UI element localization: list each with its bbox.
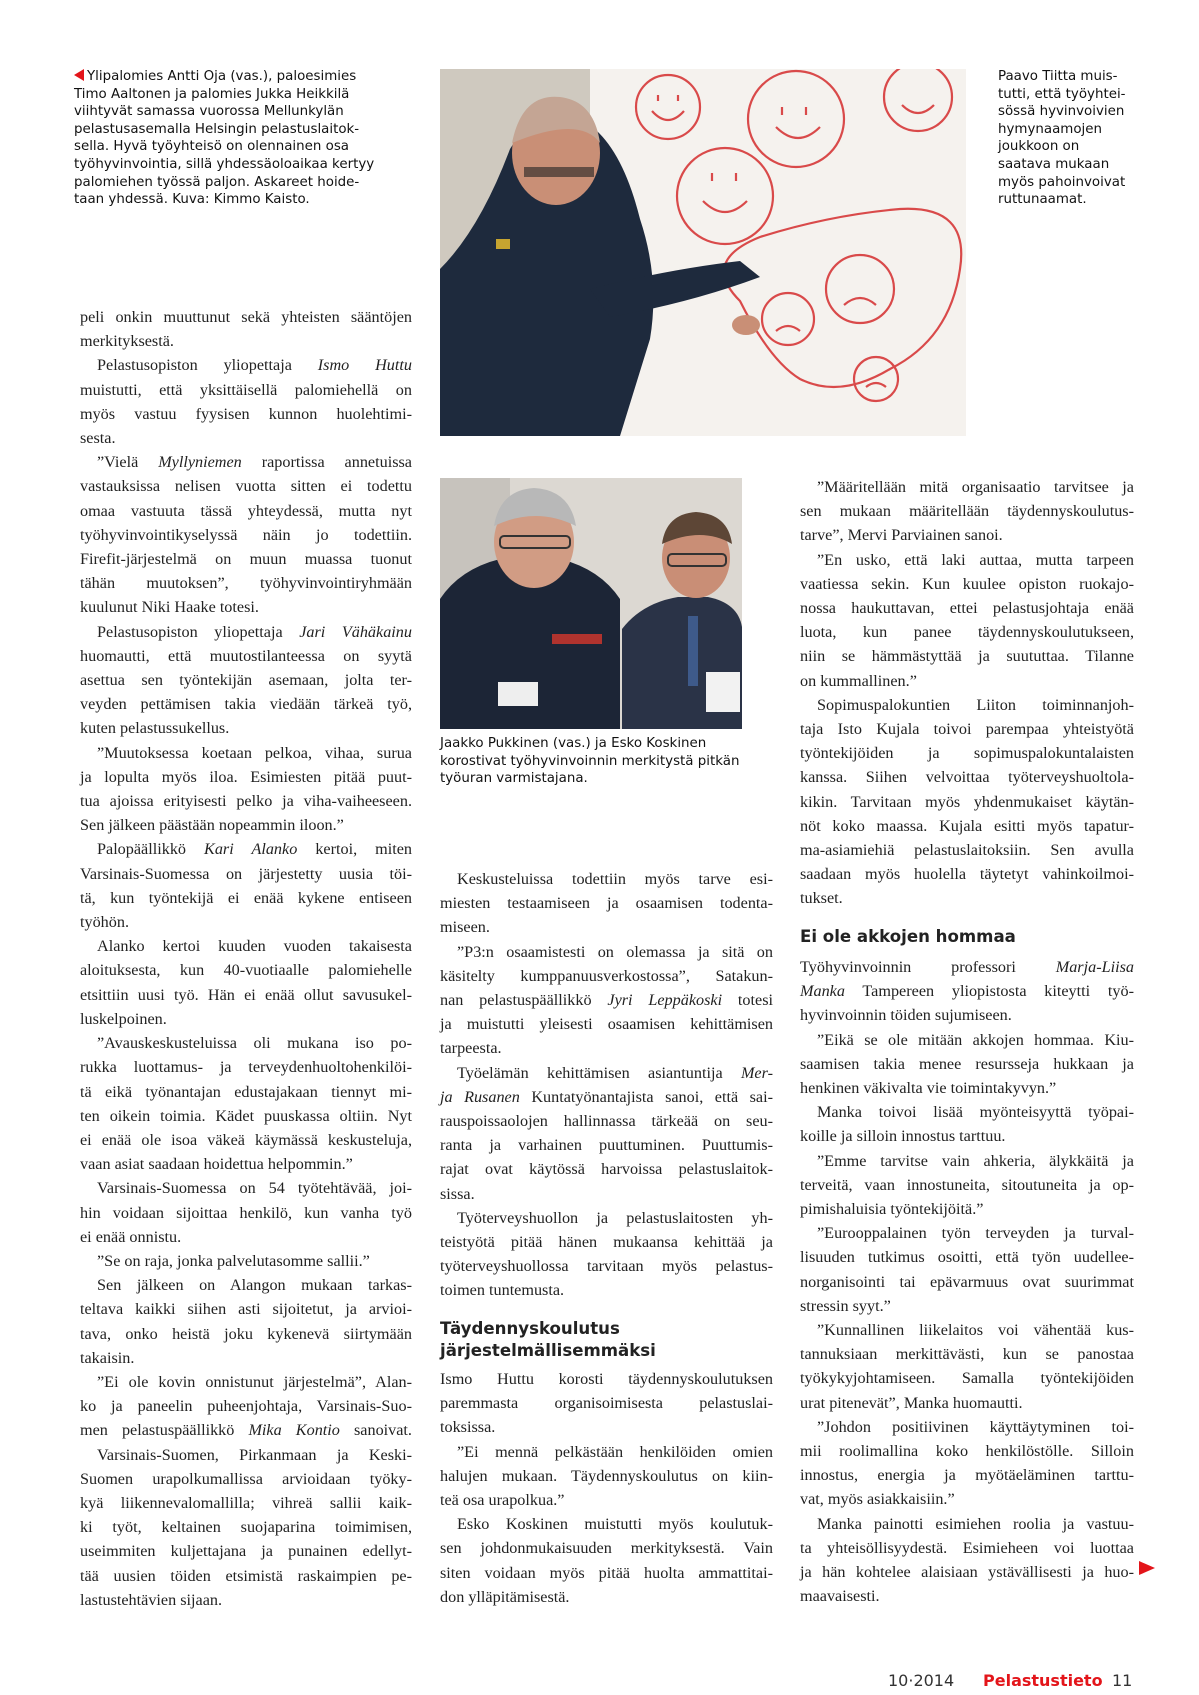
text-line: ”Se on raja, jonka palvelutasomme sallii.” <box>97 1251 370 1270</box>
caption-line: Paavo Tiitta muis- <box>998 69 1118 84</box>
text-line: ki työt, keltainen suojaparina toimimisen, <box>80 1518 412 1537</box>
text-line: ten oikein toimia. Kädet puuskassa oltiin. Nyt <box>80 1106 412 1125</box>
text-line: Varsinais-Suomessa on 54 työtehtävää, joi- <box>97 1179 412 1198</box>
text-line: Työelämän kehittämisen asiantuntija Mer- <box>457 1063 773 1082</box>
text-line: toksissa. <box>440 1418 496 1437</box>
text-line: pimishaluisia työntekijöitä.” <box>800 1200 984 1219</box>
text-line: sissa. <box>440 1184 475 1203</box>
text-line: ”En usko, että laki auttaa, mutta tarpeen <box>817 550 1134 569</box>
subhead-taydennyskoulutus: Täydennyskoulutus järjestelmällisemmäksi <box>440 1319 656 1360</box>
caption-photo-speakers <box>440 735 760 788</box>
caption-line: saatava mukaan <box>998 156 1110 172</box>
text-line: ranta ja varhainen puuttuminen. Puuttumis- <box>440 1136 773 1155</box>
text-line: koille ja silloin innostus tarttuu. <box>800 1127 1006 1146</box>
text-line: Palopäällikkö Kari Alanko kertoi, miten <box>97 840 412 859</box>
footer-issue: 10·2014 <box>888 1671 955 1690</box>
text-line: niin se hämmästyttää ja suututtaa. Tilanne <box>800 647 1134 666</box>
arrow-right-icon <box>1139 1561 1155 1575</box>
text-line: Varsinais-Suomen, Pirkanmaan ja Keski- <box>97 1445 412 1464</box>
text-line: tava, onko heistä joku kykenevä siirtymään <box>80 1324 412 1343</box>
text-line: ”Johdon positiivinen käyttäytyminen toi- <box>817 1417 1134 1436</box>
text-line: Keskusteluissa todettiin myös tarve esi- <box>457 870 773 888</box>
text-line: huomautti, että muutostilanteessa on syytä <box>80 646 412 665</box>
text-line: ”Vielä Myllyniemen raportissa annetuissa <box>97 453 412 472</box>
text-line: vat, myös asiakkaisiin.” <box>800 1490 955 1509</box>
text-line: työhön. <box>80 913 130 932</box>
text-line: aloituksesta, kun 40-vuotiaalle palomiehelle <box>80 961 412 980</box>
text-line: Firefit-järjestelmä on muun muassa tuonut <box>80 550 412 569</box>
caption-line: palomiehen työssä paljon. Askareet hoide- <box>74 174 360 190</box>
text-line: ja lopulta myös iloa. Esimiesten pitää puut- <box>80 767 412 786</box>
text-line: Alanko kertoi kuuden vuoden takaisesta <box>97 937 412 956</box>
text-line: sesta. <box>80 429 116 448</box>
caption-line: joukkoon on <box>998 139 1080 155</box>
text-line: luota, kun panee täydennyskoulutukseen, <box>800 623 1134 642</box>
text-line: kikin. Tarvitaan myös yhdenmukaiset käytän- <box>800 792 1134 811</box>
text-line: asettua sen työntekijän asemaan, jolta ter- <box>80 671 412 690</box>
text-line: men pelastuspäällikkö Mika Kontio sanoivat. <box>80 1421 412 1440</box>
text-line: ”Muutoksessa koetaan pelkoa, vihaa, surua <box>97 743 412 762</box>
text-line: Suomen urapolkumallissa arvioidaan työky- <box>80 1469 412 1488</box>
text-line: luskelpoinen. <box>80 1009 167 1028</box>
text-line: taja Isto Kujala toivoi parempaa yhteistyötä <box>800 720 1134 739</box>
text-line: ”Avauskeskusteluissa oli mukana iso po- <box>97 1034 412 1053</box>
text-line: vaatiessa sekin. Kun kuulee opiston ruokajo- <box>800 574 1134 593</box>
text-line: ei enää onnistu. <box>80 1227 182 1246</box>
text-line: peli onkin muuttunut sekä yhteisten sääntöjen <box>80 308 412 326</box>
text-line: ”Eurooppalainen työn terveyden ja turval- <box>817 1224 1134 1243</box>
text-line: paremmasta organisoimisesta pelastuslai- <box>440 1394 773 1413</box>
text-line: don ylläpitämisestä. <box>440 1587 570 1606</box>
article-column-3b <box>800 955 1134 1608</box>
arrow-left-icon <box>74 69 84 81</box>
text-line: rukka luottamus- ja terveydenhuoltohenkilöi- <box>80 1058 412 1077</box>
footer-magazine-name: Pelastustieto <box>983 1671 1103 1690</box>
text-line: hyvinvoinnin töiden sujumiseen. <box>800 1006 1012 1025</box>
text-line: työterveyshuollossa tarvitaan myös pelastus- <box>440 1257 773 1276</box>
text-line: Varsinais-Suomessa on järjestetty uusia töi- <box>80 864 412 883</box>
text-line: norganisointi tai epävarmuus ovat suurimmat <box>800 1272 1134 1291</box>
text-line: sen mukaan määritellään täydennyskoulutus- <box>800 502 1134 521</box>
text-line: kuten pelastussukellus. <box>80 719 230 738</box>
text-line: vastauksissa nelisen vuotta sitten ei todettu <box>80 477 412 496</box>
article-column-2b <box>440 1367 773 1609</box>
caption-line: sella. Hyvä työyhteisö on olennainen osa <box>74 139 349 155</box>
text-line: Pelastusopiston yliopettaja Ismo Huttu <box>97 356 412 375</box>
text-line: Työhyvinvoinnin professori Marja-Liisa <box>800 958 1134 976</box>
text-line: työkykyjohtamiseen. Samalla työntekijöiden <box>800 1369 1134 1388</box>
text-line: kuulunut Niki Haake totesi. <box>80 598 259 617</box>
text-line: tua ajoissa erityisesti pelko ja viha-vaiheeseen. <box>80 792 412 811</box>
text-line: lastustehtävien sijaan. <box>80 1590 223 1609</box>
text-line: nossa haukuttavan, ettei pelastusjohtaja enää <box>800 599 1134 618</box>
text-line: halujen mukaan. Täydennyskoulutus on kiin- <box>440 1466 773 1485</box>
text-line: toimen tuntemusta. <box>440 1281 565 1300</box>
caption-line: Jaakko Pukkinen (vas.) ja Esko Koskinen <box>440 736 707 751</box>
caption-photo-whiteboard <box>998 68 1148 209</box>
photo-whiteboard-presenter <box>440 69 966 436</box>
text-line: Sen jälkeen päästään nopeammin iloon.” <box>80 816 344 835</box>
text-line: ja hän kohtelee alaisiaan ystävällisesti ja huo- <box>800 1563 1134 1582</box>
text-line: nan pelastuspäällikkö Jyri Leppäkoski totesi <box>440 991 773 1010</box>
article-column-2 <box>440 867 773 1303</box>
caption-line: työuran varmistajana. <box>440 771 588 787</box>
text-line: teä osa urapolkua.” <box>440 1491 565 1510</box>
text-line: muistutti, että yksittäisellä palomiehellä on <box>80 380 412 399</box>
text-line: urat pitenevät”, Manka huomautti. <box>800 1393 1023 1412</box>
text-line: rauspoissaolojen hallinnassa tärkeää on seu- <box>440 1112 773 1131</box>
text-line: ta yhteisöllisyydestä. Esimieheen voi luottaa <box>800 1538 1134 1557</box>
text-line: terveitä, vaan innostuneita, sitoutuneita ja op- <box>800 1175 1134 1194</box>
text-line: tannuksiaan merkittävästi, kun se panostaa <box>800 1345 1134 1364</box>
text-line: Ismo Huttu korosti täydennyskoulutuksen <box>440 1370 773 1388</box>
text-line: Pelastusopiston yliopettaja Jari Vähäkainu <box>97 622 412 641</box>
text-line: tukset. <box>800 889 843 908</box>
text-line: saamisen takia menee resursseja hukkaan ja <box>800 1054 1134 1073</box>
text-line: innostus, energia ja myötäeläminen tarttu- <box>800 1466 1134 1485</box>
footer-page-number: 11 <box>1112 1671 1133 1690</box>
text-line: vaan asiat saadaan hoidettua helpommin.” <box>80 1155 353 1174</box>
text-line: maavaisesti. <box>800 1587 880 1606</box>
text-line: tä, kun työntekijä ei enää kykene entiseen <box>80 888 412 907</box>
text-line: myös vastuu fyysisen kunnon huolehtimi- <box>80 404 412 423</box>
text-line: Sen jälkeen on Alangon mukaan tarkas- <box>97 1276 412 1295</box>
text-line: nöt koko maassa. Kujala esitti myös tapatur- <box>800 816 1134 835</box>
text-line: tarve”, Mervi Parviainen sanoi. <box>800 526 1003 545</box>
text-line: ”Eikä se ole mitään akkojen hommaa. Kiu- <box>817 1030 1134 1049</box>
text-line: lisuuden tutkimus osoitti, että työn uudellee- <box>800 1248 1134 1267</box>
text-line: teltava kaikki siihen asti sijoitetut, ja arvioi- <box>80 1300 412 1319</box>
text-line: miseen. <box>440 918 490 937</box>
text-line: tarpeesta. <box>440 1039 502 1058</box>
caption-line: viihtyvät samassa vuorossa Mellunkylän <box>74 104 344 120</box>
text-line: Manka painotti esimiehen roolia ja vastuu- <box>817 1514 1134 1533</box>
caption-line: pelastusasemalla Helsingin pelastuslaitok- <box>74 121 360 137</box>
text-line: etsittiin uusi työ. Hän ei enää ollut savusukel- <box>80 985 412 1004</box>
text-line: stressin syyt.” <box>800 1296 891 1315</box>
caption-line: taan yhdessä. Kuva: Kimmo Kaisto. <box>74 192 310 208</box>
caption-line: korostivat työhyvinvoinnin merkitystä pitkän <box>440 753 740 769</box>
caption-line: Ylipalomies Antti Oja (vas.), paloesimies <box>74 68 374 86</box>
text-line: ja Rusanen Kuntatyönantajista sanoi, että sai- <box>440 1087 773 1106</box>
text-line: ei enää ole isoa väkeä käymässä keskusteluja, <box>80 1130 412 1149</box>
text-line: takaisin. <box>80 1348 135 1367</box>
text-line: kanssa. Siihen velvoittaa työterveyshuoltola- <box>800 768 1134 787</box>
text-line: työhyvinvointikyselyssä näin jo todettiin. <box>80 525 412 544</box>
caption-line: sössä hyvinvoivien <box>998 104 1125 120</box>
text-line: ma-asiamiehiä pelastuslaitoksiin. Sen avulla <box>800 841 1134 860</box>
caption-line: ruttunaamat. <box>998 192 1087 208</box>
article-column-3 <box>800 475 1134 911</box>
text-line: miesten testaamiseen ja osaamisen todenta- <box>440 894 773 913</box>
text-line: käsitelty kumppanuusverkostossa”, Satakun- <box>440 966 773 985</box>
text-line: tä eikä työnantajan edustajakaan tiennyt mi- <box>80 1082 412 1101</box>
text-line: merkityksestä. <box>80 332 174 351</box>
text-line: henkinen väkivalta vie toimintakyvyn.” <box>800 1079 1057 1098</box>
text-line: rajat ovat käytössä harvoissa pelastuslaitok- <box>440 1160 773 1179</box>
caption-line: työhyvinvointia, sillä yhdessäoloaikaa kertyy <box>74 156 375 172</box>
text-line: ”Määritellään mitä organisaatio tarvitsee ja <box>817 478 1134 496</box>
caption-line: myös pahoinvoivat <box>998 174 1126 190</box>
text-line: Manka toivoi lisää myönteisyyttä työpai- <box>817 1103 1134 1122</box>
text-line: mii roolimallina koko henkilöstölle. Silloin <box>800 1442 1134 1461</box>
caption-line: tutti, että työyhtei- <box>998 86 1126 102</box>
text-line: tää uusien töiden etsimistä raskaimpien pe- <box>80 1566 412 1585</box>
article-column-1 <box>80 305 412 1612</box>
text-line: on kummallinen.” <box>800 671 917 690</box>
caption-line: hymynaamojen <box>998 121 1102 137</box>
text-line: omaa vastuuta tässä yhteydessä, mutta nyt <box>80 501 412 520</box>
text-line: ”Kunnallinen liikelaitos voi vähentää kus- <box>817 1321 1134 1340</box>
text-line: saadaan myös huolella täytetyt vahinkoilmoi- <box>800 865 1134 884</box>
photo-two-speakers <box>440 478 742 729</box>
text-line: kyä liikennevalomallilla; vihreä sallii kaik- <box>80 1493 412 1512</box>
text-line: hin voidaan sijoittaa henkilö, kun vanha työ <box>80 1203 412 1222</box>
text-line: ”Emme tarvitse vain ahkeria, älykkäitä ja <box>817 1151 1134 1170</box>
text-line: sen johdonmukaisuuden merkityksestä. Vain <box>440 1539 773 1558</box>
subhead-ei-ole-akkojen-hommaa: Ei ole akkojen hommaa <box>800 927 1016 946</box>
text-line: Manka Tampereen yliopistosta kiteytti työ- <box>800 982 1134 1001</box>
text-line: työntekijöiden ja sopimuspalokuntalaisten <box>800 744 1134 763</box>
caption-photo-firefighters <box>74 68 374 209</box>
text-line: ko ja paneelin puheenjohtaja, Varsinais-Suo- <box>80 1397 412 1416</box>
text-line: veyden pettämisen takia viedään tärkeä työ, <box>80 695 412 714</box>
text-line: tähän muutoksen”, työhyvinvointiryhmään <box>80 574 412 593</box>
text-line: Sopimuspalokuntien Liiton toiminnanjoh- <box>817 695 1134 714</box>
text-line: ”Ei ole kovin onnistunut järjestelmä”, Alan- <box>97 1372 412 1391</box>
text-line: teistyötä pitää hänen mukaansa kehittää ja <box>440 1233 773 1252</box>
text-line: ”Ei mennä pelkästään henkilöiden omien <box>457 1442 773 1461</box>
text-line: Työterveyshuollon ja pelastuslaitosten yh- <box>457 1208 773 1227</box>
text-line: Esko Koskinen muistutti myös koulutuk- <box>457 1515 773 1534</box>
text-line: ja muistutti yleisesti osaamisen kehittämisen <box>440 1015 773 1034</box>
text-line: siten voidaan myös pitää huolta ammattitai- <box>440 1563 773 1582</box>
caption-line: Timo Aaltonen ja palomies Jukka Heikkilä <box>74 86 350 102</box>
text-line: ”P3:n osaamistesti on olemassa ja sitä on <box>457 942 773 961</box>
text-line: useimmiten kuljettajana ja punainen edellyt- <box>80 1542 412 1561</box>
